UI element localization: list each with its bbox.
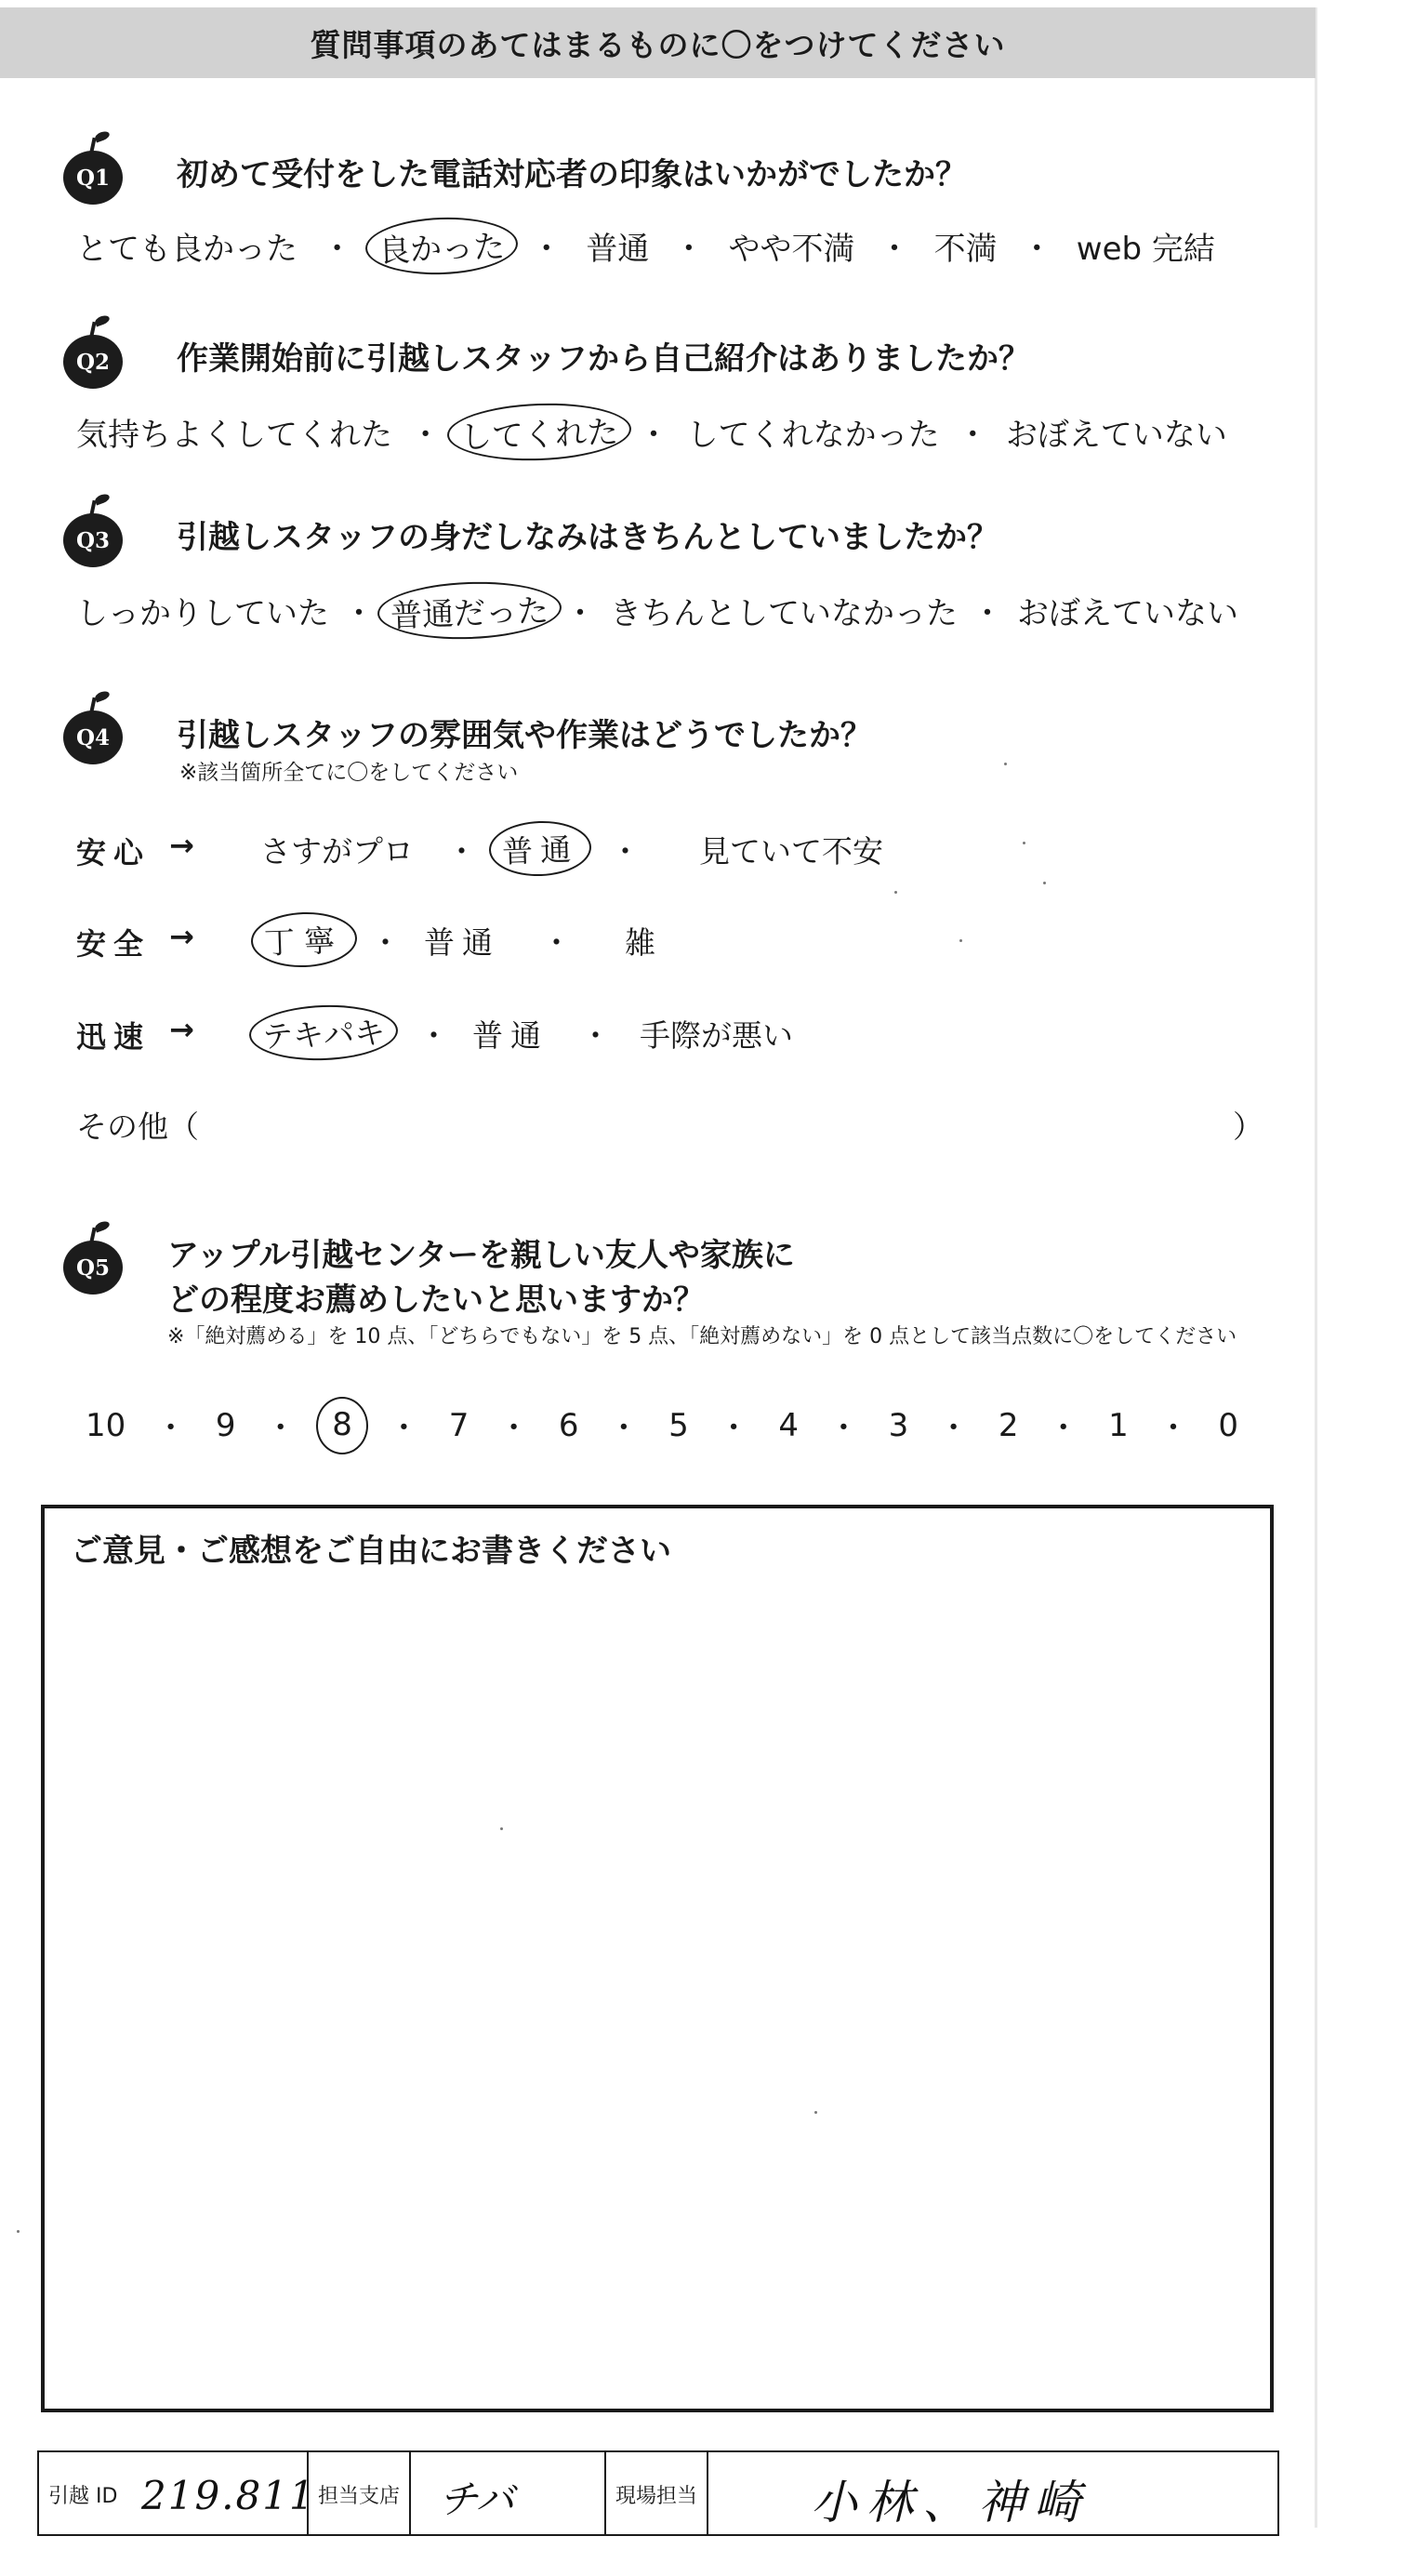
staff-label: 現場担当 (615, 2485, 698, 2508)
score-0[interactable]: 0 (1218, 1406, 1238, 1444)
score-4[interactable]: 4 (778, 1406, 800, 1444)
q3-question: 引越しスタッフの身だしなみはきちんとしていましたか？ (177, 519, 999, 556)
scan-speck (1043, 882, 1046, 884)
scan-speck (959, 939, 962, 942)
q1-option-6[interactable]: web 完結 (1076, 231, 1215, 268)
q1-option-1[interactable]: とても良かった (76, 231, 298, 268)
q4-row-anzen-option-2[interactable]: 普通 (424, 924, 500, 961)
q3-option-2-selected[interactable]: 普通だった (377, 579, 562, 643)
q4-badge-icon: Q4 (63, 710, 123, 764)
q4-row-anshin-option-1[interactable]: さすがプロ (260, 833, 414, 870)
q4-row-anzen-option-1-selected[interactable]: 丁寧 (250, 910, 358, 969)
q4-row-anzen-option-3[interactable]: 雑 (625, 924, 655, 961)
comment-box[interactable] (41, 1505, 1274, 2412)
form-title: 質問事項のあてはまるものに〇をつけてください (310, 26, 1006, 63)
q4-row-anshin-label: 安心 (76, 835, 152, 870)
q1-badge-icon: Q1 (63, 151, 123, 205)
q4-row-anshin-option-2-selected[interactable]: 普通 (488, 819, 592, 878)
q1-option-2-selected[interactable]: 良かった (364, 215, 519, 277)
q1-option-4[interactable]: やや不満 (728, 231, 855, 268)
q5-question-line2: どの程度お薦めしたいと思いますか？ (167, 1281, 705, 1319)
arrow-right-icon: → (169, 919, 202, 954)
scan-speck (1023, 842, 1025, 844)
scan-speck (814, 2111, 817, 2114)
scan-speck (1004, 763, 1007, 765)
q4-other-close: ） (1233, 1109, 1263, 1145)
score-1[interactable]: 1 (1108, 1406, 1129, 1444)
q1-option-3[interactable]: 普通 (586, 231, 650, 268)
q5-note: ※「絶対薦める」を 10 点、「どちらでもない」を 5 点、「絶対薦めない」を 0 点として該当点数に〇をしてください (167, 1325, 1237, 1348)
q1-question: 初めて受付をした電話対応者の印象はいかがでしたか？ (177, 156, 967, 193)
q5-question-line1: アップル引越センターを親しい友人や家族に (167, 1237, 795, 1274)
branch-value-cell (411, 2452, 606, 2534)
q3-option-1[interactable]: しっかりしていた (76, 595, 329, 632)
q4-row-jinsoku-option-2[interactable]: 普通 (472, 1017, 549, 1054)
move-id-cell (39, 2452, 316, 2534)
score-7[interactable]: 7 (448, 1406, 470, 1444)
arrow-right-icon: → (169, 1012, 202, 1047)
q4-row-jinsoku-option-1-selected[interactable]: テキパキ (248, 1003, 399, 1063)
q4-row-anshin-option-3[interactable]: 見ていて不安 (699, 833, 883, 870)
q4-question: 引越しスタッフの雰囲気や作業はどうでしたか？ (177, 717, 872, 754)
branch-label: 担当支店 (318, 2485, 401, 2508)
arrow-right-icon: → (169, 828, 202, 863)
q4-row-jinsoku-label: 迅速 (76, 1019, 152, 1055)
q2-option-3[interactable]: してくれなかった (686, 417, 940, 454)
q1-option-5[interactable]: 不満 (933, 231, 998, 268)
score-10[interactable]: 10 (86, 1406, 126, 1444)
q5-scores: 10 ・ 9 ・ 8 ・ 7 ・ 6 ・ 5 ・ 4 ・ 3 ・ 2 ・ 1 ・ 0 (86, 1402, 1238, 1448)
score-2[interactable]: 2 (998, 1406, 1019, 1444)
q2-option-1[interactable]: 気持ちよくしてくれた (76, 417, 392, 454)
scan-speck (894, 891, 897, 894)
q4-other-label: その他（ (76, 1109, 199, 1145)
q2-options: 気持ちよくしてくれた ・ してくれた ・ してくれなかった ・ おぼえていない (76, 409, 1227, 455)
staff-value[interactable]: 小林、神崎 (811, 2476, 1090, 2530)
scan-speck (17, 2230, 20, 2233)
q3-option-4[interactable]: おぼえていない (1017, 595, 1238, 632)
form-header (0, 7, 1316, 78)
score-5[interactable]: 5 (668, 1406, 689, 1444)
q5-badge-icon: Q5 (63, 1241, 123, 1295)
q3-option-3[interactable]: きちんとしていなかった (610, 595, 958, 632)
q4-note: ※該当箇所全てに〇をしてください (179, 761, 519, 785)
scan-edge (1315, 7, 1317, 2528)
move-id-label: 引越 ID (48, 2485, 118, 2508)
q3-options: しっかりしていた ・ 普通だった ・ きちんとしていなかった ・ おぼえていない (76, 588, 1238, 633)
q2-option-4[interactable]: おぼえていない (1005, 417, 1227, 454)
score-9[interactable]: 9 (215, 1406, 236, 1444)
score-6[interactable]: 6 (558, 1406, 579, 1444)
q4-row-anzen-label: 安全 (76, 926, 152, 962)
q2-badge-icon: Q2 (63, 335, 123, 389)
staff-value-cell (708, 2452, 1277, 2534)
q3-badge-icon: Q3 (63, 513, 123, 567)
scan-speck (500, 1827, 503, 1830)
staff-label-cell (606, 2452, 708, 2534)
q1-options: とても良かった ・ 良かった ・ 普通 ・ やや不満 ・ 不満 ・ web 完結 (76, 223, 1215, 269)
score-8-selected[interactable]: 8 (316, 1397, 368, 1454)
footer-table (37, 2450, 1279, 2536)
q2-option-2-selected[interactable]: してくれた (446, 401, 632, 464)
move-id-value[interactable]: 219.811 (141, 2473, 316, 2518)
branch-value[interactable]: チバ (439, 2476, 515, 2522)
score-3[interactable]: 3 (888, 1406, 909, 1444)
q2-question: 作業開始前に引越しスタッフから自己紹介はありましたか？ (177, 340, 1030, 378)
q4-row-jinsoku-option-3[interactable]: 手際が悪い (640, 1017, 793, 1054)
branch-label-cell (309, 2452, 411, 2534)
comment-title: ご意見・ご感想をご自由にお書きください (71, 1533, 671, 1570)
q4-other-input[interactable] (205, 1105, 1227, 1142)
